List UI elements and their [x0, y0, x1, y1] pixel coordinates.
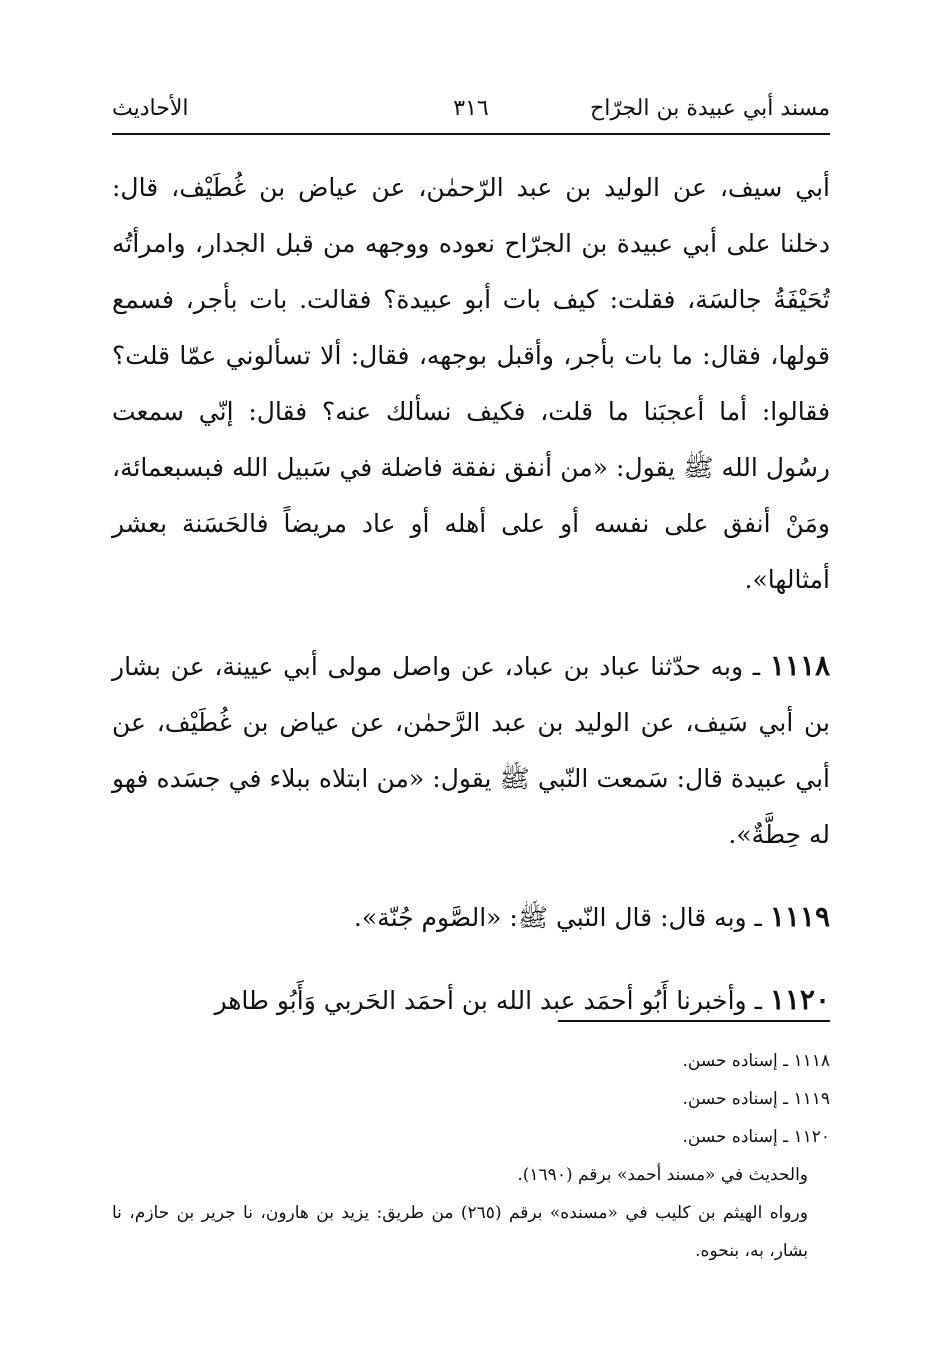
hadith-1118	[112, 638, 830, 863]
footnote-note-musnad-ahmad: والحديث في «مسند أحمد» برقم (١٦٩٠).	[517, 1165, 808, 1185]
footnote-1118: ١١١٨ ـ إسناده حسن.	[682, 1051, 830, 1071]
main-text	[112, 160, 830, 1029]
footnote-1120: ١١٢٠ ـ إسناده حسن.	[682, 1127, 830, 1147]
hadith-text: ـ وبه قال: قال النّبي ﷺ: «الصَّوم جُنّة».	[353, 903, 762, 932]
hadith-1119	[112, 889, 830, 946]
hadith-number: ١١١٨	[769, 649, 831, 682]
hadith-number: ١١١٩	[769, 900, 830, 933]
footnote-note-haytham: ورواه الهيثم بن كليب في «مسنده» برقم (٢٦٥) من طريق: يزيد بن هارون، نا جرير بن حازم، نا بشار، به، بنحوه.	[112, 1203, 808, 1261]
header-book-title: مسند أبي عبيدة بن الجرّاح	[590, 96, 830, 121]
header-divider	[112, 133, 830, 135]
hadith-number: ١١٢٠	[769, 983, 830, 1016]
footnote-1119: ١١١٩ ـ إسناده حسن.	[682, 1089, 830, 1109]
page-number: ٣١٦	[453, 96, 489, 121]
footnote-divider	[558, 1020, 830, 1022]
footnotes	[112, 1042, 830, 1270]
header-section-title: الأحاديث	[112, 96, 189, 121]
hadith-continuation: أبي سيف، عن الوليد بن عبد الرّحمٰن، عن عياض بن غُطَيْف، قال: دخلنا على أبي عبيدة بن الجرّاح نعوده ووجهه من قبل الجدار، وامرأتُه تُحَيْفَةُ جالسَة، فقلت: كيف بات أبو عبيدة؟ فقالت. بات بأجر، فسمع قولها، فقال: ما بات بأجر، وأقبل بوجهه، فقال: ألا تسألوني عمّا قلت؟ فقالوا: أما أعجبَنا ما قلت، فكيف نسألك عنه؟ فقال: إنّي سمعت رسُول الله ﷺ يقول: «من أنفق نفقة فاضلة في سَبيل الله فبسبعمائة، ومَنْ أنفق على نفسه أو على أهله أو عاد مريضاً فالحَسَنة بعشر أمثالها».	[112, 173, 830, 594]
hadith-text: ـ وبه حدّثنا عباد بن عباد، عن واصل مولى أبي عيينة، عن بشار بن أبي سَيف، عن الوليد بن عبد الرَّحمٰن، عن عياض بن غُطَيْف، عن أبي عبيدة قال: سَمعت النّبي ﷺ يقول: «من ابتلاه ببلاء في جسَده فهو له حِطَّةٌ».	[112, 652, 830, 849]
hadith-text: ـ وأخبرنا أَبُو أحمَد عبد الله بن أحمَد الحَربي وَأَبُو طاهر	[214, 986, 762, 1015]
running-header	[112, 92, 830, 132]
